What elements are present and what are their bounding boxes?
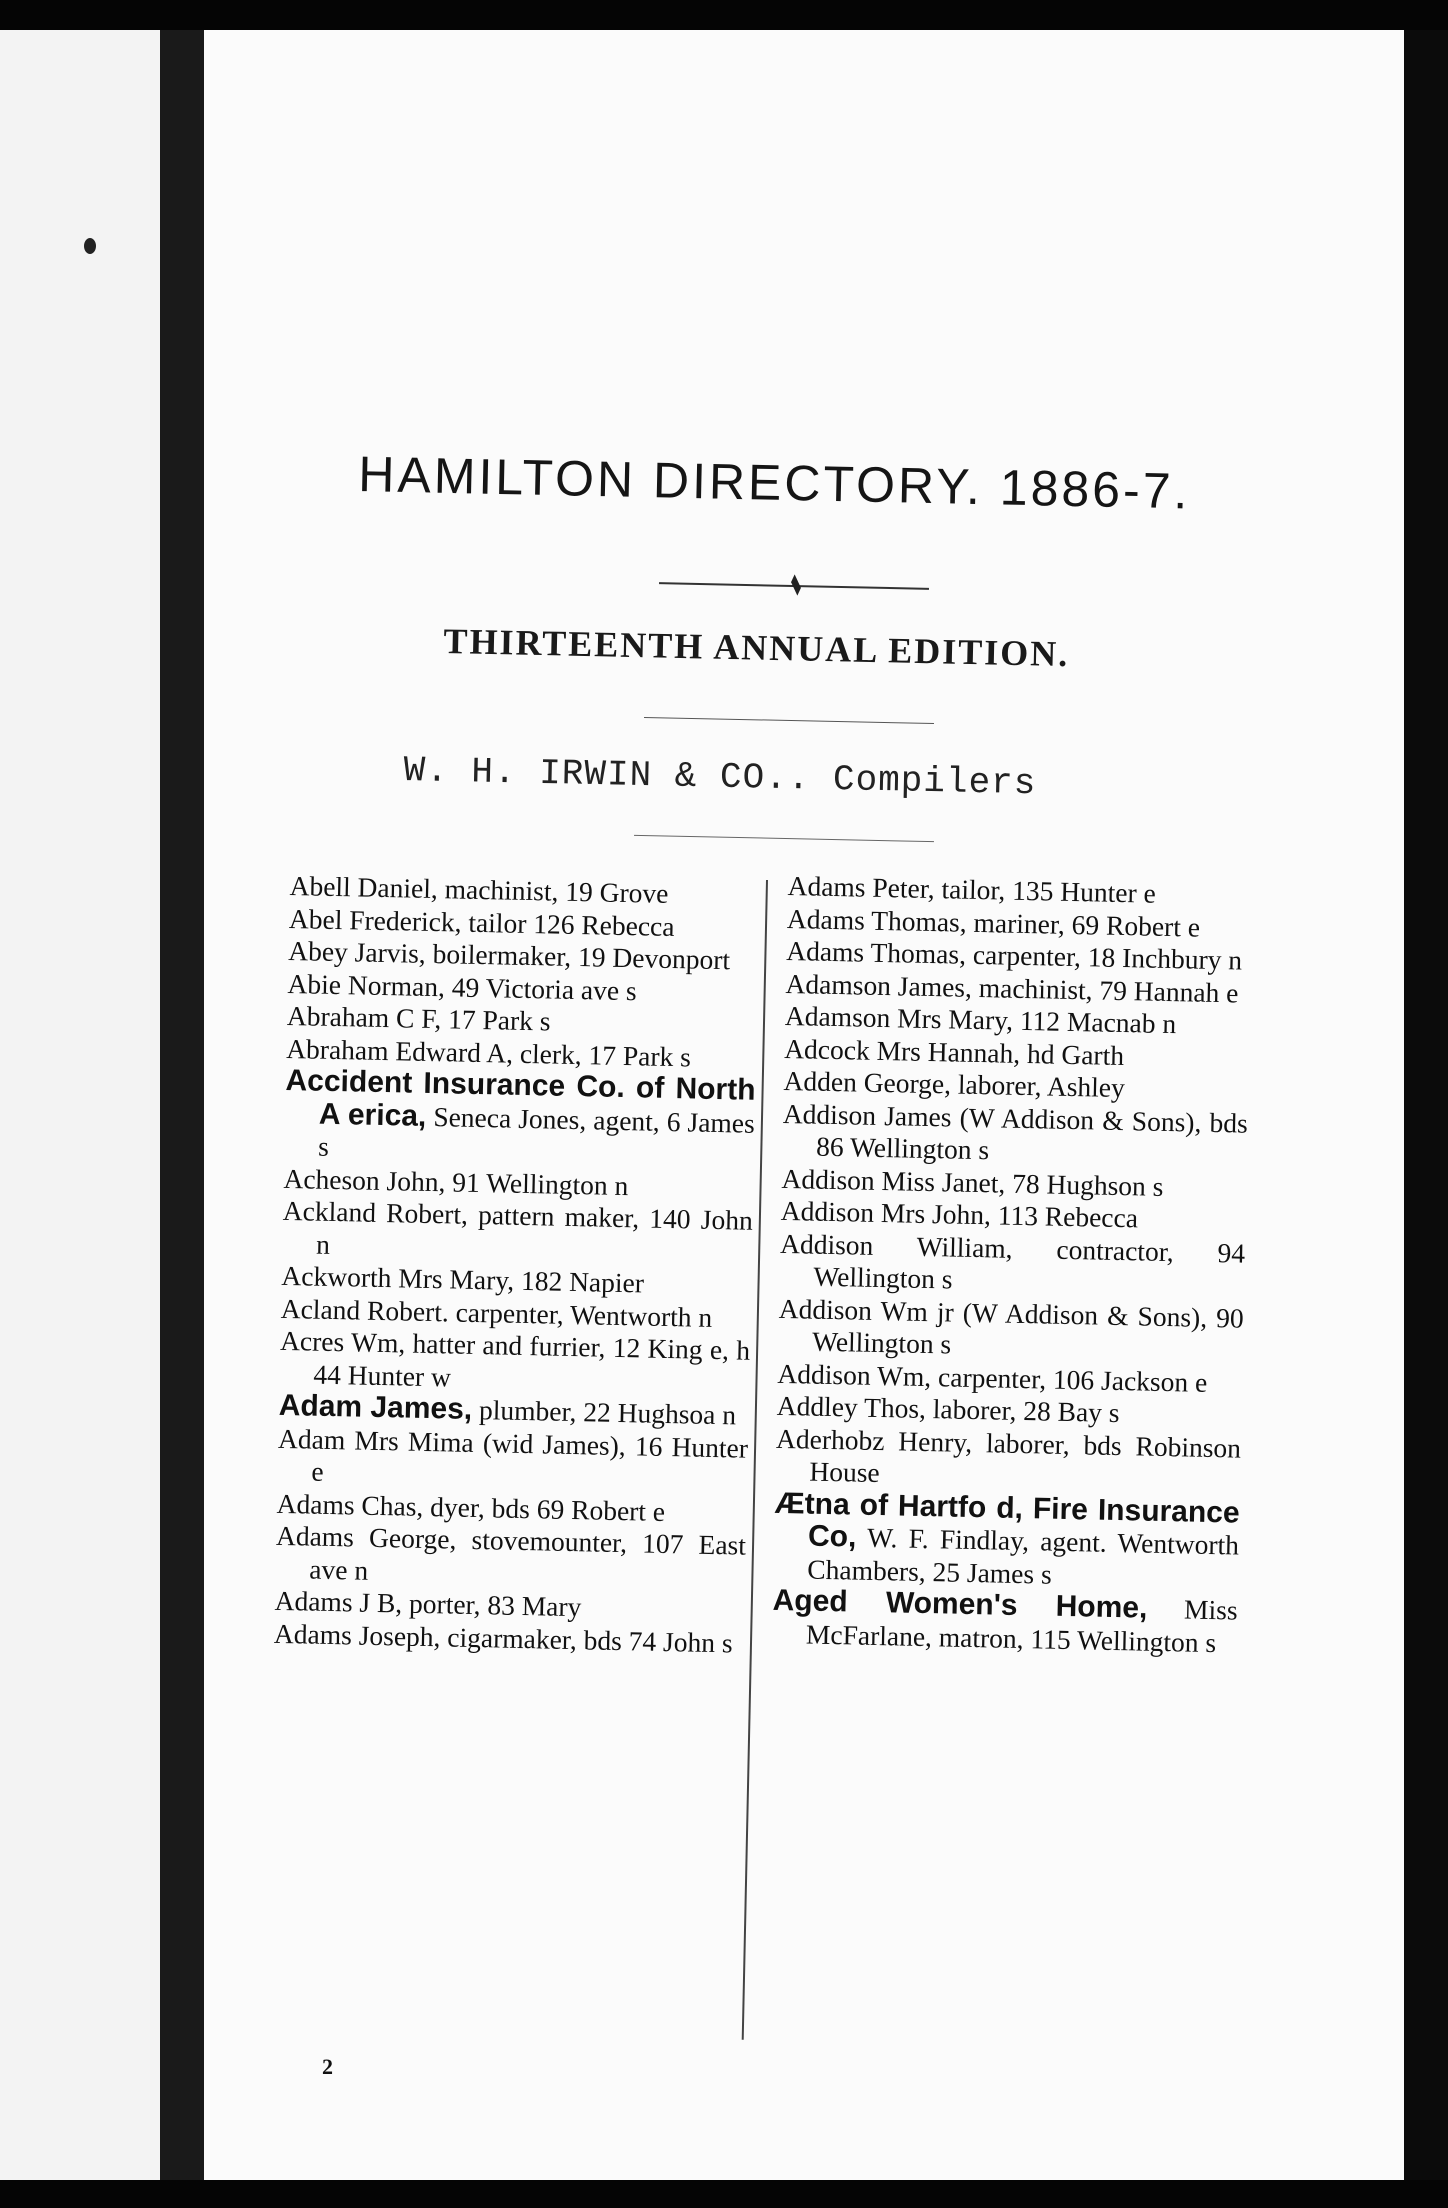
entry-name: Adams Thomas, [785, 934, 967, 970]
right-edge-shadow [1404, 30, 1448, 2180]
entry-name: Acland Robert. [280, 1292, 450, 1327]
entry-name: Addison James [782, 1097, 952, 1132]
edition-subtitle: THIRTEENTH ANNUAL EDITION. [443, 620, 1070, 675]
entry-name: Abraham Edward A, [285, 1032, 514, 1069]
entry-details: plumber, 22 Hughsoa n [471, 1393, 737, 1431]
page-title: HAMILTON DIRECTORY. 1886-7. [357, 445, 1191, 520]
directory-entry [275, 1520, 746, 1595]
compilers-rule [634, 835, 934, 842]
entry-name: Addison Miss Janet, [781, 1162, 1006, 1199]
compilers-line: W. H. IRWIN & CO.. Compilers [403, 750, 1037, 805]
directory-entry [772, 1585, 1238, 1660]
facing-page-strip [0, 30, 160, 2180]
subtitle-rule [644, 717, 934, 724]
entry-details: (wid James), 16 Hunter e [311, 1426, 749, 1487]
entry-details: laborer, bds Robinson House [809, 1426, 1242, 1489]
entry-name: Acheson John, [283, 1162, 446, 1197]
left-column [274, 870, 760, 1660]
entry-name: Adcock Mrs Hannah, [783, 1032, 1021, 1069]
entry-details: 91 Wellington n [445, 1165, 629, 1201]
entry-details: hatter and furrier, 12 King e, h 44 Hunter w [313, 1327, 751, 1392]
entry-details: Miss McFarlane, matron, 115 Wellington s [805, 1592, 1238, 1658]
directory-entry [773, 1487, 1240, 1594]
entry-name: Aderhobz Henry, [775, 1422, 973, 1458]
entry-details: contractor, 94 Wellington s [813, 1232, 1246, 1295]
entry-details: 17 Park s [440, 1003, 551, 1037]
entry-details: tailor, 135 Hunter e [934, 873, 1157, 909]
entry-details: clerk, 17 Park s [512, 1037, 692, 1072]
directory-entry [775, 1422, 1241, 1497]
book-gutter [160, 30, 204, 2180]
entry-name: Adams Joseph, [273, 1617, 441, 1652]
entry-name: Ackworth Mrs Mary, [281, 1259, 515, 1296]
entry-name: Addley Thos, [776, 1389, 927, 1425]
entry-name: Addison Wm jr [778, 1292, 955, 1328]
entry-details: pattern maker, 140 John n [315, 1198, 754, 1260]
entry-name: Abell Daniel, [289, 870, 439, 905]
entry-details: 113 Rebecca [990, 1199, 1139, 1234]
entry-details: mariner, 69 Robert e [966, 906, 1201, 943]
entry-name: Adam James, [278, 1388, 473, 1426]
entry-details: porter, 83 Mary [401, 1587, 582, 1623]
entry-name: Abraham C F, [286, 999, 442, 1035]
entry-name: Adden George, [783, 1064, 952, 1100]
entry-details: (W Addison & Sons), 90 Wellington s [811, 1296, 1245, 1360]
directory-entry [779, 1227, 1245, 1302]
entry-name: Adam Mrs Mima [277, 1422, 475, 1458]
entry-details: machinist, 19 Grove [437, 873, 669, 909]
directory-entry [277, 1422, 748, 1497]
entry-details: 112 Macnab n [1012, 1004, 1177, 1040]
entry-name: Ætna of Hartfo d, Fire Insurance Co, [774, 1486, 1240, 1554]
entry-details: tailor 126 Rebecca [461, 906, 675, 942]
entry-details: stovemounter, 107 East ave n [309, 1523, 747, 1586]
entry-name: Adams J B, [274, 1584, 403, 1619]
directory-page [204, 30, 1404, 2180]
entry-details: hd Garth [1019, 1037, 1125, 1071]
entry-details: 182 Napier [513, 1264, 645, 1299]
entry-details: carpenter, 18 Inchbury n [965, 938, 1243, 976]
entry-details: machinist, 79 Hannah e [971, 971, 1239, 1008]
entry-details: laborer, 28 Bay s [925, 1393, 1120, 1429]
entry-name: Adams Peter, [787, 870, 936, 905]
entry-details: W. F. Findlay, agent. Wentworth Chambers, 25 James s [807, 1521, 1240, 1590]
entry-details: boilermaker, 19 Devonport [425, 937, 731, 976]
entry-name: Addison William, [779, 1227, 1013, 1264]
entry-details: carpenter, 106 Jackson e [930, 1360, 1208, 1398]
entry-details: 78 Hughson s [1005, 1167, 1164, 1202]
directory-entry [284, 1065, 756, 1172]
entry-name: Aged Women's Home, [772, 1583, 1148, 1625]
entry-name: Adams George, [275, 1519, 457, 1555]
scan-speck [84, 238, 96, 254]
entry-name: Addison Wm, [777, 1357, 932, 1392]
rule-ornament [791, 574, 801, 595]
entry-details: carpenter, Wentworth n [448, 1295, 713, 1333]
page-number: 2 [322, 2054, 333, 2079]
entry-name: Abie Norman, [287, 967, 446, 1002]
entry-name: Abel Frederick, [288, 902, 462, 938]
entry-details: (W Addison & Sons), bds 86 Wellington s [815, 1100, 1249, 1166]
entry-name: Addison Mrs John, [780, 1194, 992, 1231]
entry-details: dyer, bds 69 Robert e [423, 1490, 666, 1527]
entry-details: cigarmaker, bds 74 John s [440, 1620, 733, 1658]
entry-name: Acres Wm, [279, 1324, 406, 1359]
entry-details: Seneca Jones, agent, 6 James s [317, 1100, 756, 1162]
entry-name: Adamson James, [785, 967, 973, 1003]
entry-name: Accident Insurance Co. of North A erica, [285, 1063, 756, 1133]
entry-name: Ackland Robert, [282, 1194, 469, 1230]
right-column [772, 870, 1253, 1660]
directory-entry [778, 1292, 1244, 1367]
entry-name: Adams Chas, [276, 1487, 424, 1522]
entry-name: Adamson Mrs Mary, [784, 999, 1014, 1036]
entry-name: Abey Jarvis, [287, 934, 427, 969]
directory-entry [279, 1325, 750, 1400]
entry-details: 49 Victoria ave s [444, 970, 638, 1006]
directory-entry [782, 1097, 1248, 1172]
entry-details: laborer, Ashley [950, 1068, 1126, 1104]
entry-name: Adams Thomas, [786, 902, 968, 938]
directory-entry [282, 1195, 753, 1270]
